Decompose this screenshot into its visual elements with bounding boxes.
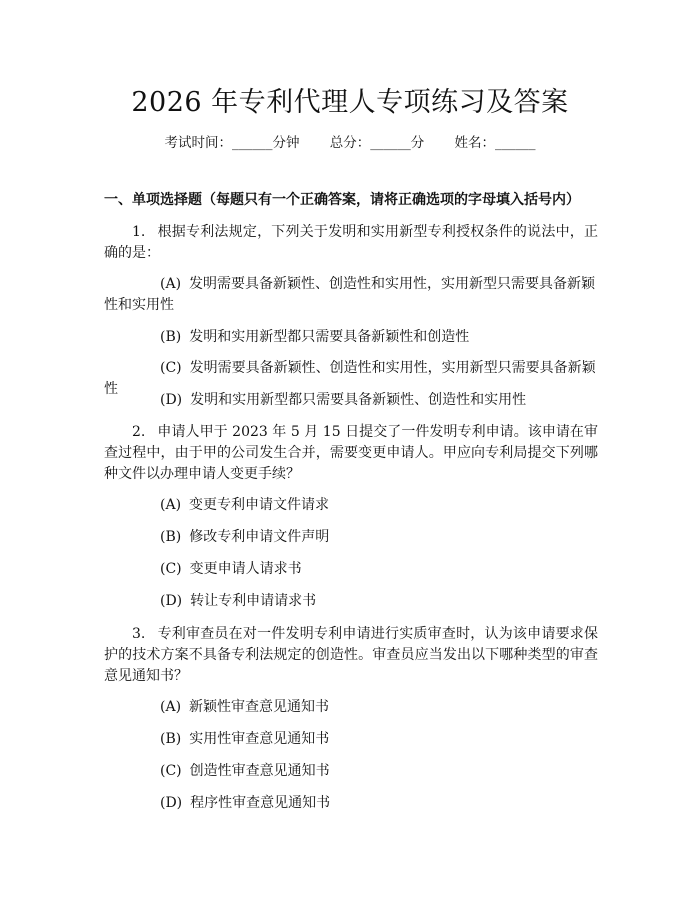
question-3-option-a: [104, 697, 598, 718]
option-label: (B): [160, 329, 182, 345]
option-label: (B): [160, 529, 182, 545]
option-label: (D): [160, 593, 183, 609]
option-label: (A): [160, 276, 182, 292]
exam-info-line: [0, 131, 700, 151]
option-label: (C): [160, 763, 182, 779]
option-label: (A): [160, 497, 182, 513]
option-text: 发明需要具备新颖性、创造性和实用性，实用新型只需要具备新颖性: [104, 360, 596, 397]
question-2-option-c: [104, 559, 598, 580]
option-label: (B): [160, 731, 182, 747]
option-text: 创造性审查意见通知书: [189, 763, 330, 779]
question-2-text: 申请人甲于 2023 年 5 月 15 日提交了一件发明专利申请。该申请在审查过程中，由于甲的公司发生合并，需要变更申请人。甲应向专利局提交下列哪种文件以办理申请人变更手续？: [104, 424, 598, 482]
question-2-stem: [104, 422, 598, 485]
option-text: 发明和实用新型都只需要具备新颖性和创造性: [189, 329, 470, 345]
option-label: (D): [160, 795, 183, 811]
question-1-stem: [104, 222, 598, 264]
section-heading: 一、单项选择题（每题只有一个正确答案，请将正确选项的字母填入括号内）: [104, 192, 580, 208]
option-text: 新颖性审查意见通知书: [189, 699, 330, 715]
question-3-option-d: [104, 793, 598, 814]
question-2-option-d: [104, 591, 598, 612]
question-1-text: 根据专利法规定，下列关于发明和实用新型专利授权条件的说法中，正确的是：: [104, 224, 598, 261]
question-1-option-a: [104, 274, 598, 316]
question-2-option-a: [104, 495, 598, 516]
option-text: 变更专利申请文件请求: [189, 497, 330, 513]
question-3-text: 专利审查员在对一件发明专利申请进行实质审查时，认为该申请要求保护的技术方案不具备专利法规定的创造性。审查员应当发出以下哪种类型的审查意见通知书？: [104, 626, 598, 684]
question-2-number: 2.: [132, 424, 146, 440]
option-label: (C): [160, 360, 182, 376]
option-text: 程序性审查意见通知书: [190, 795, 331, 811]
question-1-option-d: [104, 390, 598, 411]
question-2-option-b: [104, 527, 598, 548]
option-label: (D): [160, 392, 183, 408]
option-text: 发明和实用新型都只需要具备新颖性、创造性和实用性: [190, 392, 527, 408]
question-3-option-b: [104, 729, 598, 750]
total-score-field: 总分：______分: [329, 135, 425, 151]
question-1-option-b: [104, 327, 598, 348]
name-field: 姓名：______: [454, 135, 536, 151]
question-3-option-c: [104, 761, 598, 782]
option-label: (C): [160, 561, 182, 577]
option-text: 修改专利申请文件声明: [189, 529, 330, 545]
page-title: 2026 年专利代理人专项练习及答案: [131, 87, 569, 118]
option-text: 转让专利申请请求书: [190, 593, 317, 609]
question-3-number: 3.: [132, 626, 146, 642]
question-1-number: 1.: [132, 224, 146, 240]
option-label: (A): [160, 699, 182, 715]
exam-time-field: 考试时间：______分钟: [164, 135, 300, 151]
option-text: 变更申请人请求书: [189, 561, 302, 577]
question-3-stem: [104, 624, 598, 687]
option-text: 发明需要具备新颖性、创造性和实用性，实用新型只需要具备新颖性和实用性: [104, 276, 596, 313]
option-text: 实用性审查意见通知书: [189, 731, 330, 747]
